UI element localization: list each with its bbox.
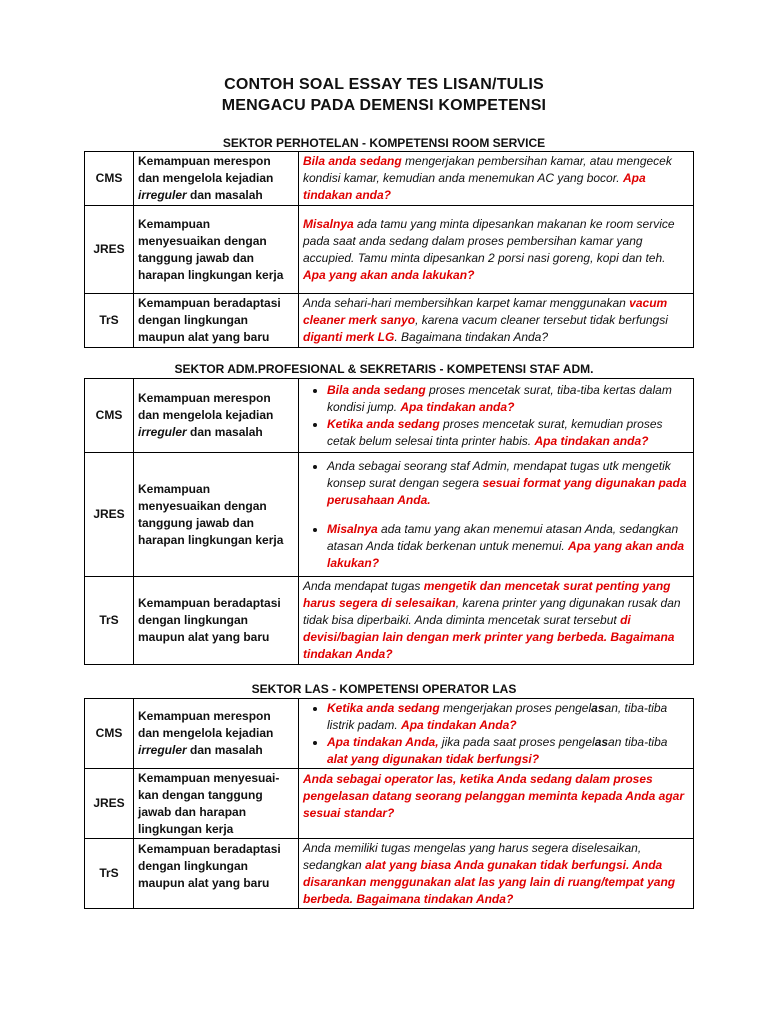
highlight: alat yang digunakan tidak berfungsi? bbox=[327, 751, 540, 766]
highlight: sesuai format yang digunakan pada perusahaan Anda. bbox=[327, 475, 687, 507]
question-text: an tiba-tiba bbox=[608, 734, 668, 749]
question-jres bbox=[299, 206, 694, 294]
code-jres: JRES bbox=[85, 206, 134, 294]
competency-cms bbox=[134, 152, 299, 206]
document-title-line-2: MENGACU PADA DEMENSI KOMPETENSI bbox=[221, 97, 547, 114]
question-cms bbox=[299, 152, 694, 206]
competency-text-italic: irreguler bbox=[138, 743, 187, 757]
competency-trs: Kemampuan beradaptasi dengan lingkungan maupun alat yang baru bbox=[134, 839, 299, 909]
table-row bbox=[85, 206, 694, 294]
table-row bbox=[85, 839, 694, 909]
bold-text: as bbox=[594, 734, 609, 749]
question-text: ada tamu yang minta dipesankan makanan ke room service pada saat anda sedang dalam proses pembersihan kamar yang accupied. Tamu minta dipesankan 2 porsi nasi goreng, kopi dan teh. bbox=[303, 216, 675, 265]
question-text: proses mencetak surat, kemudian proses cetak belum selesai tinta printer habis. bbox=[327, 416, 663, 448]
code-jres: JRES bbox=[85, 453, 134, 577]
highlight: Apa tindakan anda? bbox=[303, 171, 646, 202]
question-text: . Bagaimana tindakan Anda? bbox=[394, 330, 549, 344]
highlight: Misalnya bbox=[303, 216, 354, 231]
question-jres bbox=[299, 769, 694, 839]
competency-text-italic: irreguler bbox=[138, 188, 187, 202]
competency-text: dan masalah bbox=[186, 188, 263, 202]
competency-cms bbox=[134, 379, 299, 453]
section-header-las: SEKTOR LAS - KOMPETENSI OPERATOR LAS bbox=[251, 682, 517, 696]
table-row bbox=[85, 294, 694, 348]
question-text: Anda memiliki tugas mengelas yang harus segera diselesaikan, sedangkan bbox=[303, 840, 642, 872]
table-row bbox=[85, 699, 694, 769]
list-item bbox=[327, 382, 689, 416]
highlight: Bila anda sedang bbox=[303, 154, 402, 168]
competency-text: Kemampuan merespon dan mengelola kejadian bbox=[138, 154, 274, 185]
competency-text: dan masalah bbox=[186, 425, 263, 439]
table-row bbox=[85, 453, 694, 577]
highlight: mengetik dan mencetak surat penting yang harus segera di selesaikan bbox=[303, 579, 671, 610]
question-text: , karena printer yang digunakan rusak dan tidak bisa diperbaiki. Anda diminta mencetak surat tersebut bbox=[303, 596, 681, 627]
competency-jres: Kemampuan menyesuai-kan dengan tanggung jawab dan harapan lingkungan kerja bbox=[134, 769, 299, 839]
spacer bbox=[303, 509, 689, 521]
question-cms bbox=[299, 379, 694, 453]
competency-text: Kemampuan merespon dan mengelola kejadian bbox=[138, 709, 274, 740]
code-trs: TrS bbox=[85, 577, 134, 665]
question-list bbox=[303, 700, 689, 768]
competency-trs: Kemampuan beradaptasi dengan lingkungan maupun alat yang baru bbox=[134, 577, 299, 665]
code-jres: JRES bbox=[85, 769, 134, 839]
highlight: Apa yang akan anda lakukan? bbox=[303, 267, 475, 282]
competency-cms bbox=[134, 699, 299, 769]
list-item bbox=[327, 458, 689, 509]
table-row bbox=[85, 379, 694, 453]
highlight: Apa tindakan anda? bbox=[534, 433, 649, 448]
list-item bbox=[327, 734, 689, 768]
question-text: Anda sebagai seorang staf Admin, mendapat tugas utk mengetik konsep surat dengan segera bbox=[327, 458, 671, 490]
question-text: Anda sehari-hari membersihkan karpet kamar menggunakan bbox=[303, 296, 630, 310]
highlight: alat yang biasa Anda gunakan tidak berfungsi. Anda disarankan menggunakan alat las yang lain di ruang/tempat yang berbeda. Bagaimana tindakan Anda? bbox=[303, 857, 676, 906]
highlight: Anda sebagai operator las, ketika Anda sedang dalam proses pengelasan datang seorang pelanggan meminta kepada Anda agar sesuai standar? bbox=[303, 772, 684, 820]
highlight: Apa tindakan anda? bbox=[400, 399, 515, 414]
question-cms bbox=[299, 699, 694, 769]
table-perhotelan bbox=[84, 151, 694, 348]
highlight: Apa tindakan Anda, bbox=[327, 734, 439, 749]
question-jres bbox=[299, 453, 694, 577]
list-item bbox=[327, 416, 689, 450]
table-row bbox=[85, 152, 694, 206]
highlight: Bila anda sedang bbox=[327, 382, 426, 397]
question-trs bbox=[299, 839, 694, 909]
list-item bbox=[327, 700, 689, 734]
section-header-perhotelan: SEKTOR PERHOTELAN - KOMPETENSI ROOM SERVICE bbox=[222, 136, 546, 150]
highlight: Apa tindakan Anda? bbox=[401, 717, 517, 732]
question-text: mengerjakan proses pengel bbox=[439, 700, 592, 715]
document-title-line-1: CONTOH SOAL ESSAY TES LISAN/TULIS bbox=[224, 76, 544, 93]
section-header-administrasi: SEKTOR ADM.PROFESIONAL & SEKRETARIS - KOMPETENSI STAF ADM. bbox=[174, 362, 594, 376]
table-row bbox=[85, 577, 694, 665]
competency-text: dan masalah bbox=[186, 743, 263, 757]
question-trs bbox=[299, 577, 694, 665]
competency-trs: Kemampuan beradaptasi dengan lingkungan maupun alat yang baru bbox=[134, 294, 299, 348]
bold-text: as bbox=[591, 700, 605, 715]
highlight: Ketika anda sedang bbox=[327, 700, 440, 715]
highlight: Apa yang akan anda lakukan? bbox=[327, 538, 685, 570]
table-las bbox=[84, 698, 694, 909]
highlight: Misalnya bbox=[327, 521, 378, 536]
code-cms: CMS bbox=[85, 152, 134, 206]
table-row bbox=[85, 769, 694, 839]
question-trs bbox=[299, 294, 694, 348]
highlight: diganti merk LG bbox=[303, 330, 395, 344]
table-administrasi bbox=[84, 378, 694, 665]
highlight: Ketika anda sedang bbox=[327, 416, 440, 431]
question-list bbox=[303, 521, 689, 572]
list-item bbox=[327, 521, 689, 572]
competency-text-italic: irreguler bbox=[138, 425, 187, 439]
question-list bbox=[303, 382, 689, 450]
code-trs: TrS bbox=[85, 839, 134, 909]
question-text: mengerjakan pembersihan kamar, atau mengecek kondisi kamar, kemudian anda menemukan AC yang bocor. bbox=[303, 154, 672, 185]
code-cms: CMS bbox=[85, 699, 134, 769]
competency-jres: Kemampuan menyesuaikan dengan tanggung jawab dan harapan lingkungan kerja bbox=[134, 206, 299, 294]
question-text: jika pada saat proses pengel bbox=[438, 734, 595, 749]
question-text: , karena vacum cleaner tersebut tidak berfungsi bbox=[415, 313, 668, 327]
question-text: Anda mendapat tugas bbox=[303, 579, 424, 593]
question-list bbox=[303, 458, 689, 509]
question-text: an, tiba-tiba listrik padam. bbox=[327, 700, 668, 732]
highlight: vacum cleaner merk sanyo bbox=[303, 296, 668, 327]
question-text: ada tamu yang akan menemui atasan Anda, sedangkan atasan Anda tidak berkenan untuk menemui. bbox=[327, 521, 679, 553]
competency-jres: Kemampuan menyesuaikan dengan tanggung jawab dan harapan lingkungan kerja bbox=[134, 453, 299, 577]
code-cms: CMS bbox=[85, 379, 134, 453]
highlight: di devisi/bagian lain dengan merk printer yang berbeda. Bagaimana tindakan Anda? bbox=[303, 613, 675, 661]
competency-text: Kemampuan merespon dan mengelola kejadian bbox=[138, 391, 274, 422]
code-trs: TrS bbox=[85, 294, 134, 348]
question-text: proses mencetak surat, tiba-tiba kertas dalam kondisi jump. bbox=[327, 382, 672, 414]
